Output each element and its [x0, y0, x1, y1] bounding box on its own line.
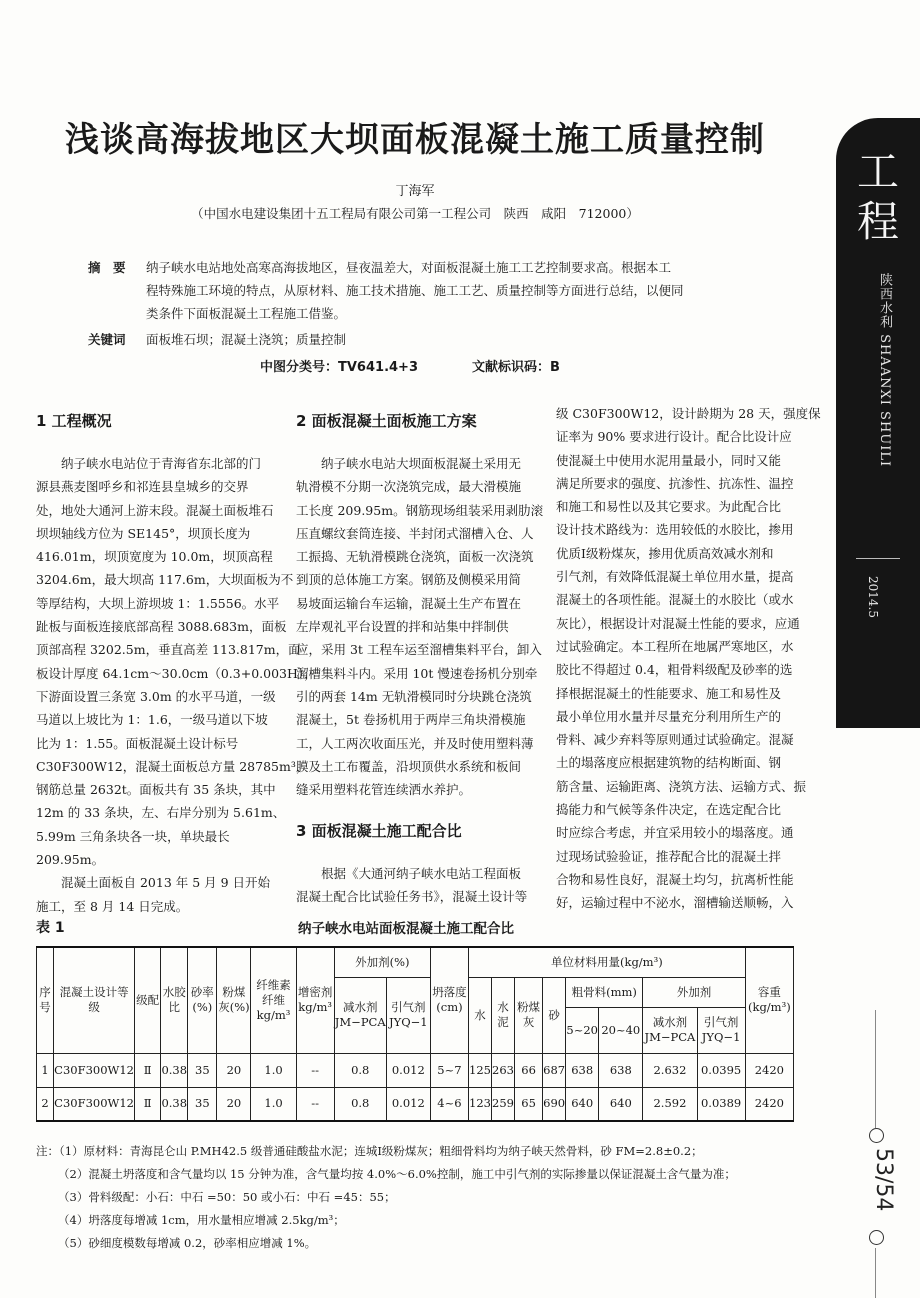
text-line: 过现场试验验证，推荐配合比的混凝土拌	[556, 848, 782, 864]
text-line: 胶比不得超过 0.4，粗骨料级配及砂率的选	[556, 662, 793, 678]
th-water-reducer: 减水剂JM−PCA	[334, 977, 386, 1053]
section-1-heading: 1 工程概况	[36, 412, 112, 430]
text-line: 工，人工两次收面压光，并及时使用塑料薄	[296, 735, 534, 751]
text-line: 板设计厚度 64.1cm～30.0cm（0.3+0.003H），	[36, 665, 317, 681]
cell: 0.0395	[697, 1053, 745, 1087]
th-coarse-5-20: 5~20	[566, 1007, 599, 1053]
th-coarse-group: 粗骨料(mm)	[566, 977, 643, 1007]
th-cement: 水泥	[492, 977, 515, 1053]
sidebar-char-cheng: 程	[856, 197, 899, 246]
circle-mark-bottom	[869, 1230, 884, 1245]
text-line: 趾板与面板连接底部高程 3088.683m，面板	[36, 619, 287, 635]
text-line: 到顶的总体施工方案。钢筋及侧模采用简	[296, 572, 522, 588]
text-line: 混凝土的各项性能。混凝土的水胶比（或水	[556, 592, 794, 608]
text-line: 钢筋总量 2632t。面板共有 35 条块，其中	[36, 782, 276, 798]
text-line: 级 C30F300W12，设计龄期为 28 天，强度保	[556, 406, 821, 421]
section-3-body	[296, 862, 536, 909]
text-line: 施工，至 8 月 14 日完成。	[36, 898, 189, 914]
text-line: 溜槽集料斗内。采用 10t 慢速卷扬机分别牵	[296, 665, 538, 681]
cell: 2	[37, 1087, 54, 1121]
journal-issue: 2014.5	[866, 576, 880, 618]
cell: Ⅱ	[135, 1053, 161, 1087]
table-label: 表 1	[36, 920, 65, 936]
text-line: 马道以上坡比为 1：1.6，一级马道以下坡	[36, 712, 268, 728]
text-line: 混凝土面板自 2013 年 5 月 9 日开始	[36, 875, 271, 891]
author: 丁海军	[395, 184, 435, 199]
cell: C30F300W12	[54, 1053, 135, 1087]
sidebar-divider	[856, 558, 900, 559]
cell: 125	[469, 1053, 492, 1087]
page-number: 53/54	[871, 1148, 896, 1212]
th-gradation: 级配	[135, 947, 161, 1053]
table-notes	[36, 1140, 796, 1255]
abstract-line: 纳子峡水电站地处高寒高海拔地区，昼夜温差大，对面板混凝土施工工艺控制要求高。根据本工	[146, 260, 672, 275]
cell: --	[296, 1053, 334, 1087]
text-line: C30F300W12，混凝土面板总方量 28785m³，	[36, 758, 309, 774]
cell: --	[296, 1087, 334, 1121]
text-line: 择根据混凝土的性能要求、施工和易性及	[556, 685, 782, 701]
journal-name: 陕西水利 SHAANXI SHUILI	[877, 273, 892, 468]
cell: 638	[566, 1053, 599, 1087]
th-densifier: 增密剂kg/m³	[296, 947, 334, 1053]
text-line: 源县燕麦图呼乡和祁连县皇城乡的交界	[36, 479, 249, 495]
cell: 0.38	[161, 1053, 188, 1087]
table-row	[37, 1053, 794, 1087]
paper-title: 浅谈高海拔地区大坝面板混凝土施工质量控制	[65, 120, 765, 160]
text-line: 好，运输过程中不泌水，溜槽输送顺畅，入	[556, 895, 794, 911]
th-sand: 砂	[543, 977, 566, 1053]
text-line: 捣能力和气候等条件决定，在选定配合比	[556, 802, 782, 818]
text-line: 根据《大通河纳子峡水电站工程面板	[296, 866, 522, 881]
cell: 2.592	[643, 1087, 697, 1121]
mix-proportion-table	[36, 946, 794, 1122]
cell: 687	[543, 1053, 566, 1087]
keywords-label: 关键词	[88, 332, 126, 347]
note-line: （3）骨料级配：小石：中石 =50：50 或小石：中石 =45：55；	[58, 1190, 396, 1204]
sidebar-char-gong: 工	[856, 147, 899, 196]
text-line: 和施工和易性以及其它要求。为此配合比	[556, 499, 782, 515]
cell: 640	[599, 1087, 643, 1121]
page-rule-top	[875, 1010, 876, 1128]
journal-sidebar	[836, 118, 920, 728]
text-line: 压直螺纹套筒连接、半封闭式溜槽入仓、人	[296, 525, 534, 541]
th-sand-ratio: 砂率(%)	[188, 947, 217, 1053]
note-line: 注：（1）原材料：青海昆仑山 P.MH42.5 级普通硅酸盐水泥；连城Ⅰ级粉煤灰；粗细骨料均为纳子峡天然骨料，砂 FM=2.8±0.2；	[36, 1144, 703, 1158]
th-density: 容重(kg/m³)	[745, 947, 793, 1053]
text-line: 应，采用 3t 工程车运至溜槽集料平台，卸入	[296, 642, 542, 658]
text-line: 等厚结构，大坝上游坝坡 1：1.5556。水平	[36, 595, 280, 611]
text-line: 最小单位用水量并尽量充分利用所生产的	[556, 708, 782, 724]
cell: 1	[37, 1053, 54, 1087]
text-line: 引的两套 14m 无轨滑模同时分块跳仓浇筑	[296, 688, 532, 704]
abstract-line: 类条件下面板混凝土工程施工借鉴。	[146, 306, 347, 321]
cell: 20	[217, 1053, 251, 1087]
th-wr-unit: 减水剂JM−PCA	[643, 1007, 697, 1053]
text-line: 满足所要求的强度、抗渗性、抗冻性、温控	[556, 475, 794, 491]
cell: 35	[188, 1087, 217, 1121]
text-line: 轨滑模不分期一次浇筑完成，最大滑模施	[296, 479, 522, 495]
text-line: 3204.6m，最大坝高 117.6m，大坝面板为不	[36, 572, 294, 588]
cell: 640	[566, 1087, 599, 1121]
text-line: 筋含量、运输距离、浇筑方法、运输方式、振	[556, 778, 807, 794]
th-seq: 序号	[37, 947, 54, 1053]
text-line: 灰比），根据设计对混凝土性能的要求，应通	[556, 615, 800, 631]
clc-number: 中图分类号：TV641.4+3	[260, 360, 418, 375]
cell: Ⅱ	[135, 1087, 161, 1121]
th-admixture-group: 外加剂(%)	[334, 947, 430, 977]
cell: 0.8	[334, 1053, 386, 1087]
text-line: 使混凝土中使用水泥用量最小，同时又能	[556, 452, 782, 468]
cell: 35	[188, 1053, 217, 1087]
text-line: 骨料、减少弃料等原则通过试验确定。混凝	[556, 732, 794, 748]
th-grade: 混凝土设计等级	[54, 947, 135, 1053]
circle-mark-top	[869, 1128, 884, 1143]
text-line: 过试验确定。本工程所在地属严寒地区，水	[556, 638, 794, 654]
th-slump: 坍落度(cm)	[430, 947, 468, 1053]
text-line: 工长度 209.95m。钢筋现场组装采用剥肋滚	[296, 502, 544, 518]
text-line: 混凝土，5t 卷扬机用于两岸三角块滑模施	[296, 712, 526, 728]
table-row	[37, 1087, 794, 1121]
cell: C30F300W12	[54, 1087, 135, 1121]
th-fly-ash-unit: 粉煤灰	[515, 977, 543, 1053]
th-wb-ratio: 水胶比	[161, 947, 188, 1053]
text-line: 缝采用塑料花管连续洒水养护。	[296, 782, 472, 798]
cell: 20	[217, 1087, 251, 1121]
cell: 2420	[745, 1053, 793, 1087]
text-line: 下游面设置三条宽 3.0m 的水平马道，一级	[36, 688, 276, 704]
section-2-body	[296, 452, 544, 801]
text-line: 纳子峡水电站位于青海省东北部的门	[36, 456, 262, 471]
cell: 65	[515, 1087, 543, 1121]
text-line: 坝坝轴线方位为 SE145°，坝顶长度为	[36, 525, 251, 541]
abstract-line: 程特殊施工环境的特点，从原材料、施工技术措施、施工工艺、质量控制等方面进行总结，以便同	[146, 283, 684, 298]
cell: 0.8	[334, 1087, 386, 1121]
document-code: 文献标识码：B	[472, 360, 560, 375]
text-line: 比为 1：1.55。面板混凝土设计标号	[36, 735, 239, 751]
page-rule-bottom	[875, 1248, 876, 1298]
text-line: 5.99m 三角条块各一块，单块最长	[36, 828, 230, 844]
cell: 263	[492, 1053, 515, 1087]
th-fly-ash: 粉煤灰(%)	[217, 947, 251, 1053]
text-line: 工振捣、无轨滑模跳仓浇筑，面板一次浇筑	[296, 549, 534, 565]
text-line: 416.01m，坝顶宽度为 10.0m，坝顶高程	[36, 549, 273, 565]
cell: 123	[469, 1087, 492, 1121]
column-3-body	[556, 402, 821, 915]
keywords-text: 面板堆石坝；混凝土浇筑；质量控制	[146, 332, 347, 347]
cell: 0.012	[386, 1053, 430, 1087]
note-line: （2）混凝土坍落度和含气量均以 15 分钟为准，含气量均按 4.0%～6.0%控制，施工中引气剂的实际掺量以保证混凝土含气量为准；	[58, 1167, 736, 1181]
abstract-label: 摘 要	[88, 260, 126, 275]
th-admixture-unit-group: 外加剂	[643, 977, 745, 1007]
cell: 5~7	[430, 1053, 468, 1087]
th-fiber: 纤维素纤维kg/m³	[251, 947, 296, 1053]
th-ae-unit: 引气剂JYQ−1	[697, 1007, 745, 1053]
cell: 0.38	[161, 1087, 188, 1121]
text-line: 土的塌落度应根据建筑物的结构断面、钢	[556, 755, 782, 771]
th-water: 水	[469, 977, 492, 1053]
cell: 259	[492, 1087, 515, 1121]
text-line: 易坡面运输台车运输，混凝土生产布置在	[296, 595, 522, 611]
cell: 4~6	[430, 1087, 468, 1121]
cell: 0.0389	[697, 1087, 745, 1121]
section-1-body	[36, 452, 317, 918]
text-line: 膜及土工布覆盖，沿坝顶供水系统和板间	[296, 758, 522, 774]
note-line: （4）坍落度每增减 1cm，用水量相应增减 2.5kg/m³；	[58, 1213, 345, 1227]
text-line: 证率为 90% 要求进行设计。配合比设计应	[556, 429, 792, 445]
text-line: 设计技术路线为：选用较低的水胶比，掺用	[556, 522, 794, 538]
th-air-entrainer: 引气剂JYQ−1	[386, 977, 430, 1053]
text-line: 处，地处大通河上游末段。混凝土面板堆石	[36, 502, 274, 518]
cell: 1.0	[251, 1053, 296, 1087]
note-line: （5）砂细度模数每增减 0.2，砂率相应增减 1%。	[58, 1236, 317, 1250]
cell: 638	[599, 1053, 643, 1087]
cell: 0.012	[386, 1087, 430, 1121]
text-line: 209.95m。	[36, 852, 105, 868]
text-line: 时应综合考虑，并宜采用较小的塌落度。通	[556, 825, 794, 841]
text-line: 12m 的 33 条块，左、右岸分别为 5.61m、	[36, 805, 286, 821]
text-line: 引气剂，有效降低混凝土单位用水量，提高	[556, 569, 794, 585]
text-line: 合物和易性良好，混凝土均匀，抗离析性能	[556, 871, 794, 887]
text-line: 左岸观礼平台设置的拌和站集中拌制供	[296, 619, 509, 635]
text-line: 顶部高程 3202.5m，垂直高差 113.817m，面	[36, 642, 301, 658]
th-coarse-20-40: 20~40	[599, 1007, 643, 1053]
section-2-heading: 2 面板混凝土面板施工方案	[296, 412, 477, 430]
text-line: 纳子峡水电站大坝面板混凝土采用无	[296, 456, 522, 471]
section-3-heading: 3 面板混凝土施工配合比	[296, 822, 462, 840]
affiliation: （中国水电建设集团十五工程局有限公司第一工程公司 陕西 咸阳 712000）	[191, 206, 639, 221]
cell: 2420	[745, 1087, 793, 1121]
cell: 1.0	[251, 1087, 296, 1121]
table-title: 纳子峡水电站面板混凝土施工配合比	[298, 921, 514, 937]
text-line: 混凝土配合比试验任务书》，混凝土设计等	[296, 889, 528, 905]
text-line: 优质Ⅰ级粉煤灰，掺用优质高效减水剂和	[556, 545, 774, 561]
cell: 2.632	[643, 1053, 697, 1087]
cell: 66	[515, 1053, 543, 1087]
th-unit-group: 单位材料用量(kg/m³)	[469, 947, 746, 977]
cell: 690	[543, 1087, 566, 1121]
